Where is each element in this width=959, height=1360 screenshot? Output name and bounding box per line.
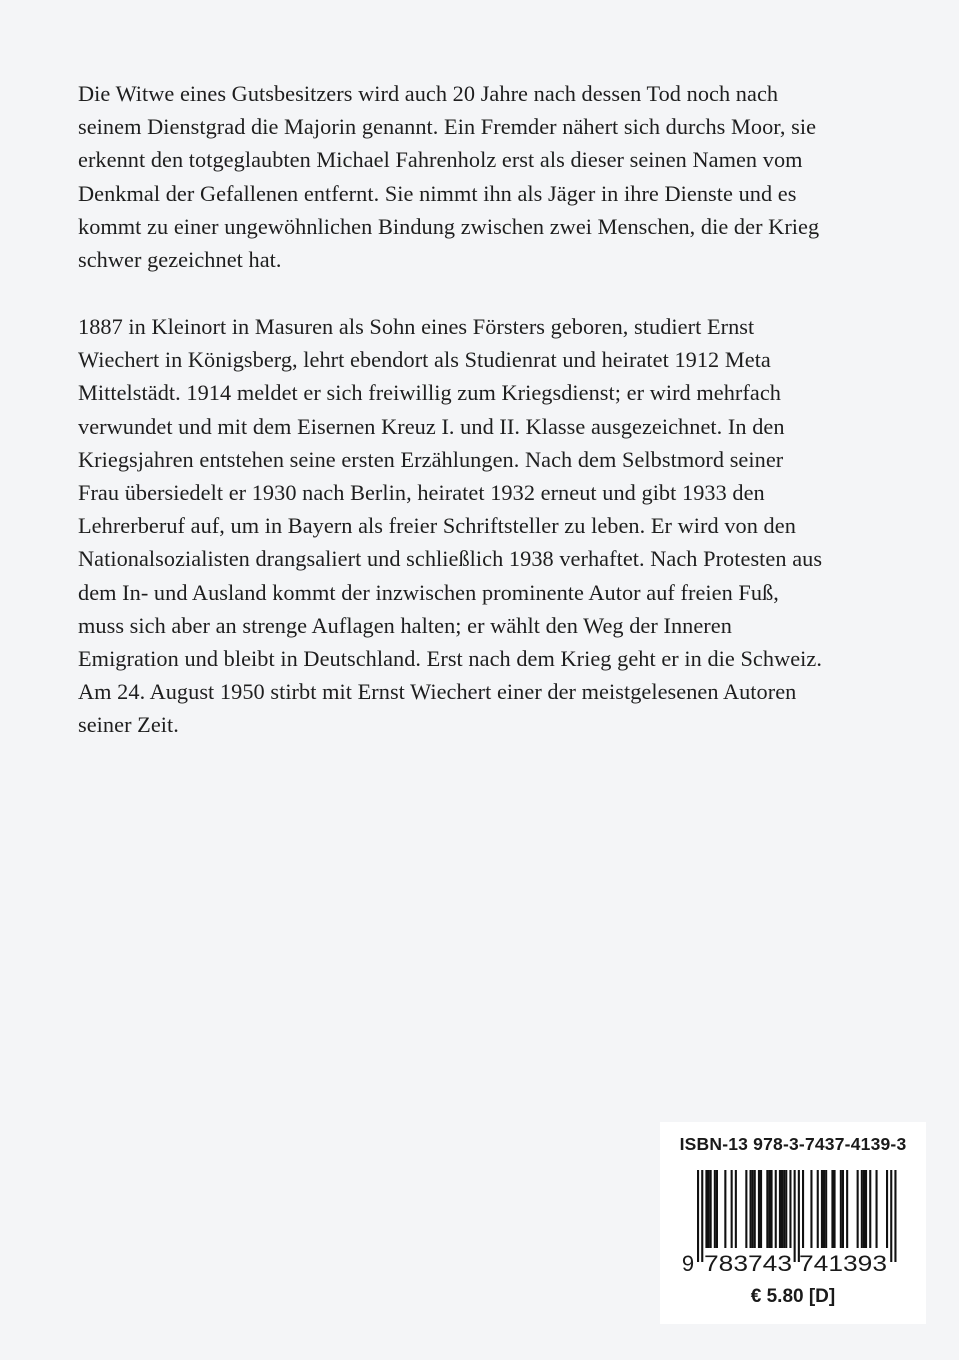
barcode-bar [779,1170,781,1248]
barcode-bar [745,1170,747,1248]
synopsis-line: erkennt den totgeglaubten Michael Fahrenholz erst als dieser seinen Namen vom [78,147,803,173]
barcode-bar [735,1170,737,1248]
biography-line: Frau übersiedelt er 1930 nach Berlin, heiratet 1932 erneut und gibt 1933 den [78,480,765,506]
barcode-bar [716,1170,718,1248]
isbn-number: ISBN-13 978-3-7437-4139-3 [679,1134,907,1154]
synopsis-line: Die Witwe eines Gutsbesitzers wird auch 20 Jahre nach dessen Tod noch nach [78,81,779,106]
barcode-bar [794,1170,796,1262]
barcode-bar [802,1170,804,1248]
barcode-left-digits: 783743 [704,1251,792,1276]
barcode-bar [886,1170,888,1248]
barcode-bar [842,1170,844,1248]
barcode-bar [863,1170,865,1248]
synopsis-line: kommt zu einer ungewöhnlichen Bindung zwischen zwei Menschen, die der Krieg [78,213,820,239]
synopsis-line: schwer gezeichnet hat. [78,247,282,273]
barcode-bar [705,1170,707,1248]
barcode-bar [752,1170,754,1248]
barcode-bar [798,1170,800,1262]
barcode-bar [758,1170,760,1248]
biography-line: muss sich aber an strenge Auflagen halten; er wählt den Weg der Inneren [78,612,732,638]
barcode-bar [714,1170,716,1248]
barcode-bar [840,1170,842,1248]
biography-line: Nationalsozialisten drangsaliert und schließlich 1938 verhaftet. Nach Protesten aus [78,546,823,572]
barcode-bar [697,1170,699,1262]
barcode-bar [861,1170,863,1248]
barcode-bar [869,1170,871,1248]
barcode-bar [731,1170,733,1248]
synopsis-line: seinem Dienstgrad die Majorin genannt. Ein Fremder nähert sich durchs Moor, sie [78,114,817,140]
barcode-bar [846,1170,848,1248]
isbn-barcode-label [660,1122,926,1324]
barcode-bar [817,1170,819,1248]
barcode-bar [834,1170,836,1248]
biography-line: Kriegsjahren entstehen seine ersten Erzählungen. Nach dem Selbstmord seiner [78,446,784,472]
price-label: € 5.80 [D] [750,1286,836,1307]
barcode-bar [768,1170,770,1248]
barcode-first-digit: 9 [681,1251,695,1276]
barcode-bar [766,1170,768,1248]
biography-line: verwundet und mit dem Eisernen Kreuz I. und II. Klasse ausgezeichnet. In den [78,413,785,439]
barcode-bar [823,1170,825,1248]
barcode-bar [785,1170,787,1248]
barcode-bar [825,1170,827,1248]
barcode-right-digits: 741393 [799,1251,887,1276]
barcode-bar [781,1170,783,1248]
biography-line: Emigration und bleibt in Deutschland. Erst nach dem Krieg geht er in die Schweiz. [78,646,822,672]
author-biography-paragraph [78,310,878,742]
barcode-bar [865,1170,867,1248]
barcode-bar [701,1170,703,1262]
barcode-bar [760,1170,762,1248]
barcode-bar [831,1170,833,1248]
biography-line: Wiechert in Königsberg, lehrt ebendort als Studienrat und heiratet 1912 Meta [78,347,771,373]
barcode-bar [710,1170,712,1248]
biography-line: Mittelstädt. 1914 meldet er sich freiwillig zum Kriegsdienst; er wird mehrfach [78,380,781,406]
barcode-bar [821,1170,823,1248]
barcode-bar [789,1170,791,1248]
barcode-bar [876,1170,878,1248]
biography-line: dem In- und Ausland kommt der inzwischen prominente Autor auf freien Fuß, [78,579,779,605]
barcode-bar [894,1170,896,1262]
biography-line: Lehrerberuf auf, um in Bayern als freier Schriftsteller zu leben. Er wird von den [78,513,796,539]
barcode-bar [783,1170,785,1248]
barcode-bar [708,1170,710,1248]
biography-line: seiner Zeit. [78,712,179,738]
barcode-bars [697,1170,897,1262]
synopsis-paragraph [78,77,878,276]
barcode-bar [754,1170,756,1248]
biography-line: 1887 in Kleinort in Masuren als Sohn eines Försters geboren, studiert Ernst [78,314,755,339]
biography-line: Am 24. August 1950 stirbt mit Ernst Wiechert einer der meistgelesenen Autoren [78,679,797,705]
barcode-bar [857,1170,859,1248]
barcode-bar [771,1170,773,1248]
barcode-graphic [681,1168,905,1278]
barcode-bar [810,1170,812,1248]
barcode-bar [750,1170,752,1248]
barcode-bar [724,1170,726,1248]
synopsis-line: Denkmal der Gefallenen entfernt. Sie nimmt ihn als Jäger in ihre Dienste und es [78,180,797,206]
barcode-bar [775,1170,777,1248]
barcode-bar [890,1170,892,1262]
